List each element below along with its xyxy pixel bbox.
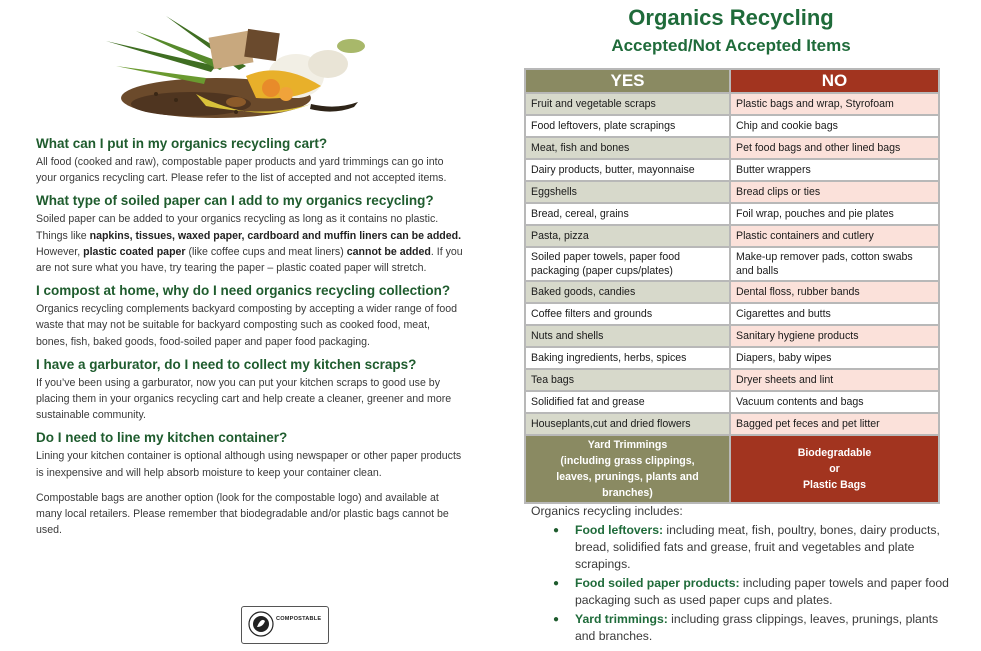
table-row [525, 247, 939, 281]
faq-item-cart-contents [36, 135, 464, 186]
accepted-items-table [524, 68, 940, 504]
not-accepted-item: Bread clips or ties [730, 181, 939, 203]
not-accepted-item: Sanitary hygiene products [730, 325, 939, 347]
accepted-item: Houseplants,cut and dried flowers [525, 413, 730, 435]
accepted-item: Dairy products, butter, mayonnaise [525, 159, 730, 181]
not-accepted-item: Bagged pet feces and pet litter [730, 413, 939, 435]
faq-item-garburator [36, 356, 464, 424]
not-accepted-item: Diapers, baby wipes [730, 347, 939, 369]
accepted-item: Solidified fat and grease [525, 391, 730, 413]
accepted-item: Food leftovers, plate scrapings [525, 115, 730, 137]
not-accepted-item: Dental floss, rubber bands [730, 281, 939, 303]
table-header-row [525, 69, 939, 93]
faq-question: I have a garburator, do I need to collect my kitchen scraps? [36, 356, 417, 372]
faq-item-container-lining [36, 429, 464, 480]
table-row [525, 413, 939, 435]
faq-question: Do I need to line my kitchen container? [36, 430, 288, 446]
list-item-text: including meat, fish, poultry, bones, dairy products, bread, solidified fats and grease, fruit and vegetables and plate scrapings. [575, 523, 940, 571]
faq-question: I compost at home, why do I need organics recycling collection? [36, 283, 451, 299]
faq-item-soiled-paper [36, 192, 464, 276]
table-row [525, 225, 939, 247]
table-row [525, 281, 939, 303]
accepted-item: Pasta, pizza [525, 225, 730, 247]
includes-list [531, 522, 951, 645]
table-row [525, 203, 939, 225]
list-item-text: including grass clippings, leaves, prunings, plants and branches. [575, 612, 939, 643]
not-accepted-item: Chip and cookie bags [730, 115, 939, 137]
table-row [525, 303, 939, 325]
food-scraps-image [96, 6, 386, 124]
accepted-item: Tea bags [525, 369, 730, 391]
not-accepted-item: Cigarettes and butts [730, 303, 939, 325]
table-row [525, 137, 939, 159]
compostable-logo-text: COMPOSTABLE [276, 616, 322, 622]
faq-answer: All food (cooked and raw), compostable paper products and yard trimmings can go into your organics recycling cart. Please refer to the list of accepted and not accepted items. [36, 156, 447, 185]
list-item-term: Food leftovers: [575, 523, 664, 537]
not-accepted-item: Butter wrappers [730, 159, 939, 181]
accepted-item: Baked goods, candies [525, 281, 730, 303]
biodegradable-bags-cell: Biodegradable or Plastic Bags [730, 435, 939, 503]
faq-question: What type of soiled paper can I add to my organics recycling? [36, 193, 434, 209]
accepted-item: Nuts and shells [525, 325, 730, 347]
accepted-item: Coffee filters and grounds [525, 303, 730, 325]
no-header: NO [730, 69, 939, 93]
faq-answer: Soiled paper can be added to your organics recycling as long as it contains no plastic. Things like napkins, tissues, waxed paper, cardboard and muffin liners can be added. However, plastic coated paper (like coffee cups and meat liners) cannot be added. If you are not sure what you have, try tearing the paper – plastic coated paper will stretch. [36, 213, 463, 275]
list-item [575, 611, 951, 645]
table-row [525, 159, 939, 181]
compostable-bags-note: Compostable bags are another option (look for the compostable logo) and available at many local retailers. Please remember that biodegradable and/or plastic bags cannot be used. [36, 491, 449, 537]
accepted-item: Soiled paper towels, paper food packaging (paper cups/plates) [525, 247, 730, 281]
table-row [525, 181, 939, 203]
accepted-item: Eggshells [525, 181, 730, 203]
accepted-item: Fruit and vegetable scraps [525, 93, 730, 115]
table-row [525, 391, 939, 413]
list-item-term: Yard trimmings: [575, 612, 668, 626]
faq-item-home-compost [36, 282, 464, 350]
table-row [525, 115, 939, 137]
accepted-item: Baking ingredients, herbs, spices [525, 347, 730, 369]
list-item [575, 522, 951, 573]
not-accepted-item: Plastic bags and wrap, Styrofoam [730, 93, 939, 115]
accepted-item: Bread, cereal, grains [525, 203, 730, 225]
faq-question: What can I put in my organics recycling cart? [36, 136, 328, 151]
not-accepted-item: Plastic containers and cutlery [730, 225, 939, 247]
not-accepted-item: Foil wrap, pouches and pie plates [730, 203, 939, 225]
table-row [525, 93, 939, 115]
faq-answer: Lining your kitchen container is optional although using newspaper or other paper products is inexpensive and will help absorb moisture to keep your container clean. [36, 450, 462, 479]
not-accepted-item: Pet food bags and other lined bags [730, 137, 939, 159]
table-row [525, 325, 939, 347]
compostable-logo [241, 606, 329, 644]
not-accepted-item: Dryer sheets and lint [730, 369, 939, 391]
faq-section [36, 135, 464, 544]
list-item [575, 575, 951, 609]
list-item-term: Food soiled paper products: [575, 576, 740, 590]
accepted-item: Meat, fish and bones [525, 137, 730, 159]
compostable-seal-icon [248, 611, 274, 637]
yard-trimmings-cell: Yard Trimmings (including grass clippings, leaves, prunings, plants and branches) [525, 435, 730, 503]
not-accepted-item: Make-up remover pads, cotton swabs and balls [730, 247, 939, 281]
table-row [525, 347, 939, 369]
yes-header: YES [525, 69, 730, 93]
faq-answer: Organics recycling complements backyard composting by accepting a wider range of food waste that may not be suitable for backyard composting such as cooked food, meat, bones, fish, baked goods, food-soiled paper and paper food packaging. [36, 303, 458, 348]
table-footer-row [525, 435, 939, 503]
organics-includes-section [531, 503, 951, 647]
not-accepted-item: Vacuum contents and bags [730, 391, 939, 413]
list-item-text: including paper towels and paper food packaging such as used paper cups and plates. [575, 576, 949, 607]
page-subtitle: Accepted/Not Accepted Items [611, 36, 851, 55]
table-row [525, 369, 939, 391]
includes-intro: Organics recycling includes: [531, 504, 683, 518]
page-title: Organics Recycling [628, 5, 834, 30]
faq-answer: If you’ve been using a garburator, now you can put your kitchen scraps to good use by placing them in your organics recycling cart and help create a cleaner, greener and more sustainable community. [36, 376, 452, 422]
